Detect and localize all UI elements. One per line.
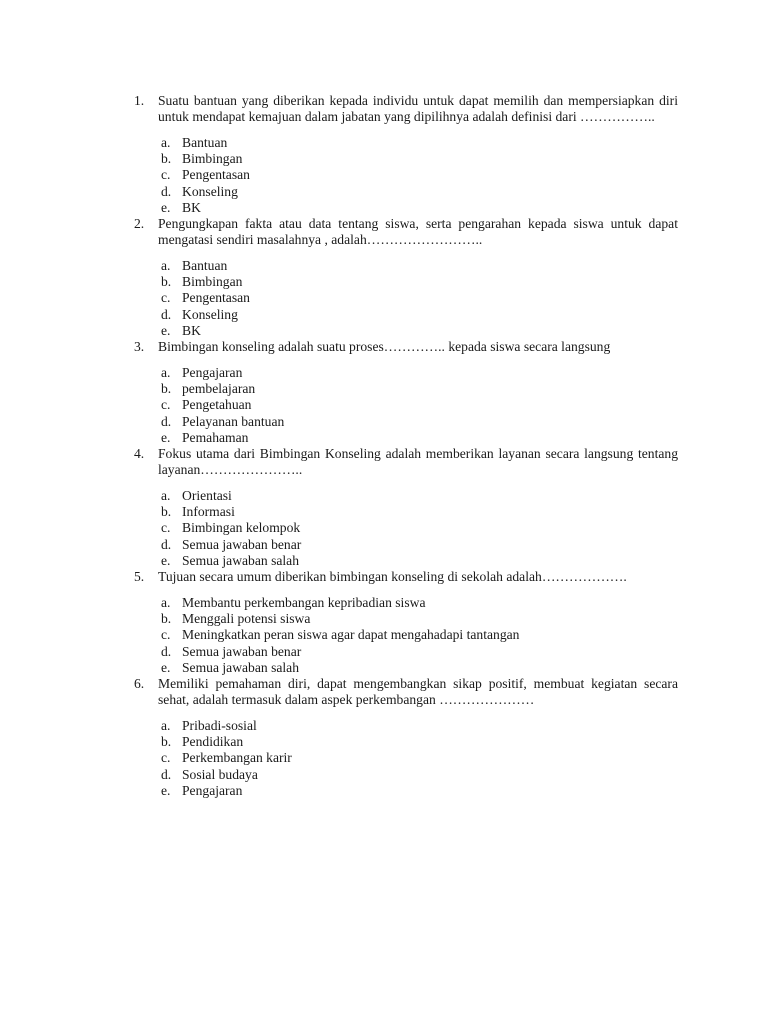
option-letter: d. <box>161 536 172 552</box>
option-c <box>161 167 678 183</box>
option-d <box>161 184 678 200</box>
option-letter: d. <box>161 643 172 659</box>
question-1 <box>132 93 678 216</box>
option-letter: a. <box>161 135 171 150</box>
option-a <box>161 718 678 734</box>
option-a <box>161 135 678 151</box>
question-text: Bimbingan konseling adalah suatu proses………….. kepada siswa secara langsung <box>158 339 611 355</box>
option-e <box>161 323 678 339</box>
option-b <box>161 504 678 520</box>
option-text: Sosial budaya <box>182 766 258 782</box>
option-text: Bantuan <box>182 135 228 150</box>
question-4 <box>132 446 678 569</box>
question-text: Tujuan secara umum diberikan bimbingan konseling di sekolah adalah………………. <box>158 569 627 585</box>
option-b <box>161 381 678 397</box>
option-d <box>161 537 678 553</box>
option-text: Semua jawaban benar <box>182 643 302 659</box>
option-text: Orientasi <box>182 488 232 504</box>
option-letter: c. <box>161 520 171 536</box>
option-letter: e. <box>161 659 171 675</box>
option-a <box>161 488 678 504</box>
question-text: Suatu bantuan yang diberikan kepada individu untuk dapat memilih dan mempersiapkan diri untuk mendapat kemajuan dalam jabatan yang dipilihnya adalah definisi dari …………….. <box>158 93 678 124</box>
option-c <box>161 290 678 306</box>
option-c <box>161 627 678 643</box>
option-letter: b. <box>161 611 172 627</box>
option-d <box>161 307 678 323</box>
option-a <box>161 595 678 611</box>
option-letter: e. <box>161 429 171 445</box>
option-letter: a. <box>161 488 171 504</box>
option-text: Semua jawaban benar <box>182 536 302 552</box>
option-letter: b. <box>161 381 172 397</box>
option-letter: a. <box>161 365 171 381</box>
option-text: Bimbingan <box>182 274 243 290</box>
option-text: Pemahaman <box>182 429 249 445</box>
question-text: Fokus utama dari Bimbingan Konseling adalah memberikan layanan secara langsung tentang layanan………………….. <box>158 446 678 478</box>
option-e <box>161 200 678 216</box>
option-letter: c. <box>161 750 171 766</box>
option-letter: c. <box>161 397 171 413</box>
option-text: Bimbingan kelompok <box>182 520 301 536</box>
option-b <box>161 734 678 750</box>
option-text: BK <box>182 199 201 215</box>
option-d <box>161 414 678 430</box>
option-b <box>161 274 678 290</box>
option-text: Informasi <box>182 504 235 520</box>
option-e <box>161 553 678 569</box>
option-c <box>161 750 678 766</box>
option-letter: d. <box>161 183 172 199</box>
option-text: Pengentasan <box>182 290 250 306</box>
option-letter: c. <box>161 290 171 306</box>
option-e <box>161 660 678 676</box>
question-number: 5. <box>134 569 145 585</box>
question-text: Pengungkapan fakta atau data tentang siswa, serta pengarahan kepada siswa untuk dapat mengatasi sendiri masalahnya , adalah…………………….. <box>158 216 678 248</box>
option-text: Pengajaran <box>182 365 243 381</box>
question-number: 4. <box>134 446 145 462</box>
option-text: Meningkatkan peran siswa agar dapat mengahadapi tantangan <box>182 627 520 643</box>
option-text: Pengentasan <box>182 167 250 183</box>
option-letter: a. <box>161 595 171 611</box>
question-list <box>132 93 678 799</box>
option-e <box>161 783 678 799</box>
option-letter: e. <box>161 199 171 215</box>
question-number: 3. <box>134 339 145 355</box>
option-letter: b. <box>161 151 172 167</box>
option-letter: e. <box>161 552 171 568</box>
option-letter: b. <box>161 274 172 290</box>
option-b <box>161 611 678 627</box>
option-e <box>161 430 678 446</box>
option-list <box>158 135 678 216</box>
option-text: Pelayanan bantuan <box>182 413 285 429</box>
option-text: pembelajaran <box>182 381 256 397</box>
option-text: Bantuan <box>182 258 228 274</box>
option-text: Perkembangan karir <box>182 750 292 766</box>
option-text: Bimbingan <box>182 151 243 167</box>
question-6 <box>132 676 678 799</box>
option-list <box>158 718 678 799</box>
option-letter: d. <box>161 413 172 429</box>
option-text: Konseling <box>182 183 238 199</box>
option-text: BK <box>182 322 201 338</box>
option-d <box>161 767 678 783</box>
option-text: Menggali potensi siswa <box>182 611 311 627</box>
option-letter: c. <box>161 167 171 183</box>
option-text: Pendidikan <box>182 734 244 750</box>
option-letter: d. <box>161 766 172 782</box>
option-d <box>161 644 678 660</box>
option-b <box>161 151 678 167</box>
option-list <box>158 258 678 339</box>
option-letter: d. <box>161 306 172 322</box>
option-list <box>158 365 678 446</box>
question-text: Memiliki pemahaman diri, dapat mengembangkan sikap positif, membuat kegiatan secara sehat, adalah termasuk dalam aspek perkembangan ………………… <box>158 676 678 708</box>
option-letter: e. <box>161 322 171 338</box>
question-5 <box>132 569 678 676</box>
option-letter: c. <box>161 627 171 643</box>
option-text: Membantu perkembangan kepribadian siswa <box>182 595 426 611</box>
question-number: 2. <box>134 216 145 232</box>
option-c <box>161 520 678 536</box>
option-letter: b. <box>161 504 172 520</box>
option-a <box>161 365 678 381</box>
option-letter: a. <box>161 718 171 734</box>
question-3 <box>132 339 678 446</box>
option-text: Semua jawaban salah <box>182 659 300 675</box>
option-list <box>158 488 678 569</box>
option-list <box>158 595 678 676</box>
option-letter: e. <box>161 782 171 798</box>
option-a <box>161 258 678 274</box>
question-2 <box>132 216 678 339</box>
question-number: 1. <box>134 93 145 108</box>
option-text: Pribadi-sosial <box>182 718 257 734</box>
option-letter: b. <box>161 734 172 750</box>
option-letter: a. <box>161 258 171 274</box>
option-text: Semua jawaban salah <box>182 552 300 568</box>
option-text: Pengetahuan <box>182 397 252 413</box>
option-text: Konseling <box>182 306 238 322</box>
option-c <box>161 397 678 413</box>
option-text: Pengajaran <box>182 782 243 798</box>
question-number: 6. <box>134 676 145 692</box>
